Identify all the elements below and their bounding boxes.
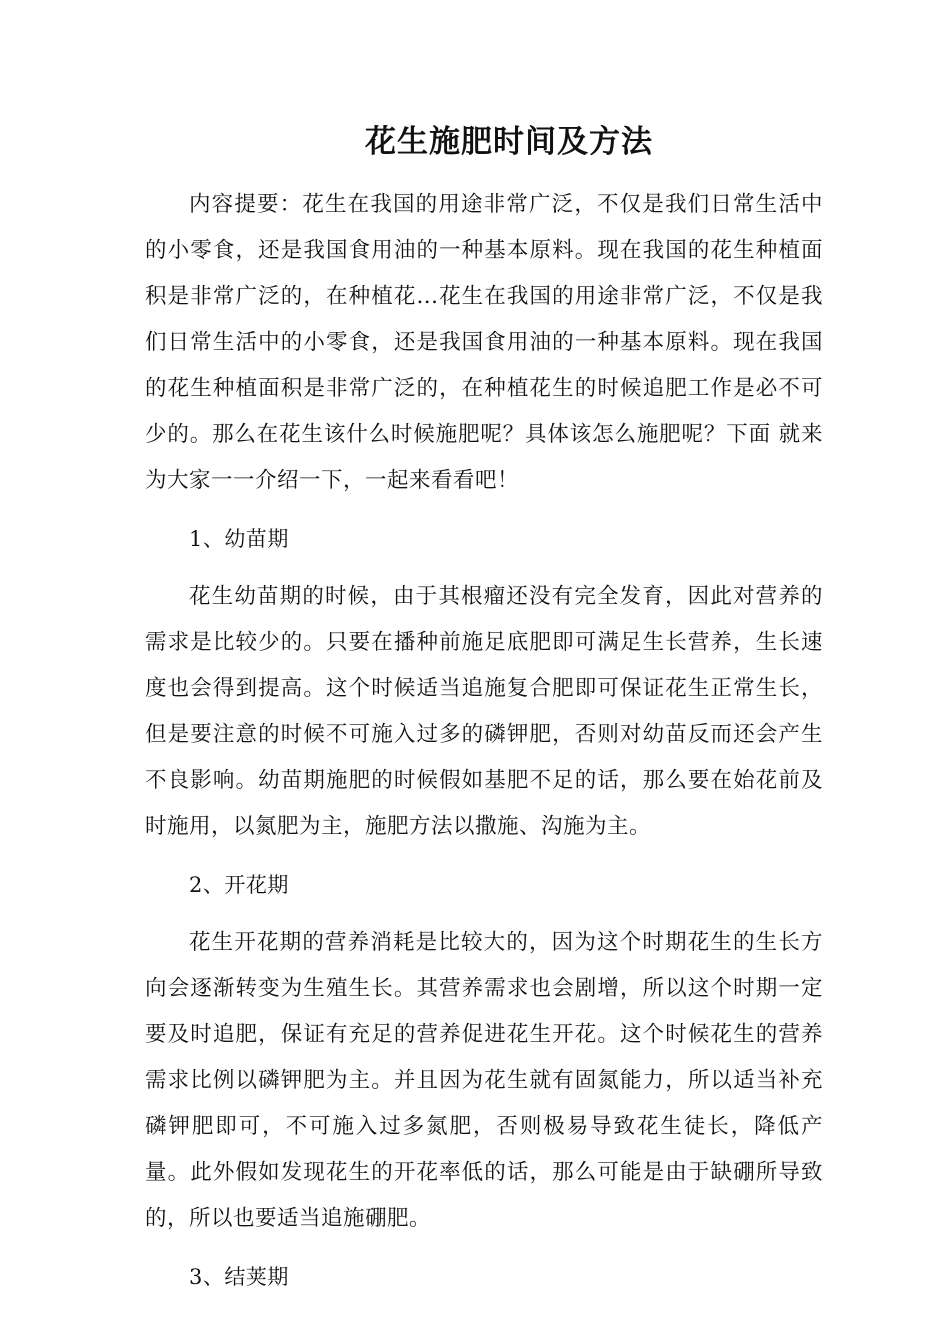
flowering-paragraph: 花生开花期的营养消耗是比较大的，因为这个时期花生的生长方向会逐渐转变为生殖生长。其营养需求也会剧增，所以这个时期一定要及时追肥，保证有充足的营养促进花生开花。这个时候花生的营养需求比例以磷钾肥为主。并且因为花生就有固氮能力，所以适当补充磷钾肥即可，不可施入过多氮肥，否则极易导致花生徒长，降低产量。此外假如发现花生的开花率低的话，那么可能是由于缺硼所导致的，所以也要适当追施硼肥。 — [145, 930, 823, 1231]
section-heading-flowering: 2、开花期 — [189, 873, 289, 897]
seedling-paragraph: 花生幼苗期的时候，由于其根瘤还没有完全发育，因此对营养的需求是比较少的。只要在播种前施足底肥即可满足生长营养，生长速度也会得到提高。这个时候适当追施复合肥即可保证花生正常生长，但是要注意的时候不可施入过多的磷钾肥，否则对幼苗反而还会产生不良影响。幼苗期施肥的时候假如基肥不足的话，那么要在始花前及时施用，以氮肥为主，施肥方法以撒施、沟施为主。 — [145, 584, 823, 839]
document-body — [145, 182, 823, 1312]
intro-paragraph: 内容提要：花生在我国的用途非常广泛，不仅是我们日常生活中的小零食，还是我国食用油的一种基本原料。现在我国的花生种植面积是非常广泛的，在种植花...花生在我国的用途非常广泛，不仅是我们日常生活中的小零食，还是我国食用油的一种基本原料。现在我国的花生种植面积是非常广泛的，在种植花生的时候追肥工作是必不可少的。那么在花生该什么时候施肥呢？具体该怎么施肥呢？下面 就来为大家一一介绍一下，一起来看看吧！ — [145, 192, 823, 493]
section-heading-podding: 3、结荚期 — [189, 1265, 289, 1289]
page-title: 花生施肥时间及方法 — [365, 124, 653, 160]
section-heading-seedling: 1、幼苗期 — [189, 527, 289, 551]
